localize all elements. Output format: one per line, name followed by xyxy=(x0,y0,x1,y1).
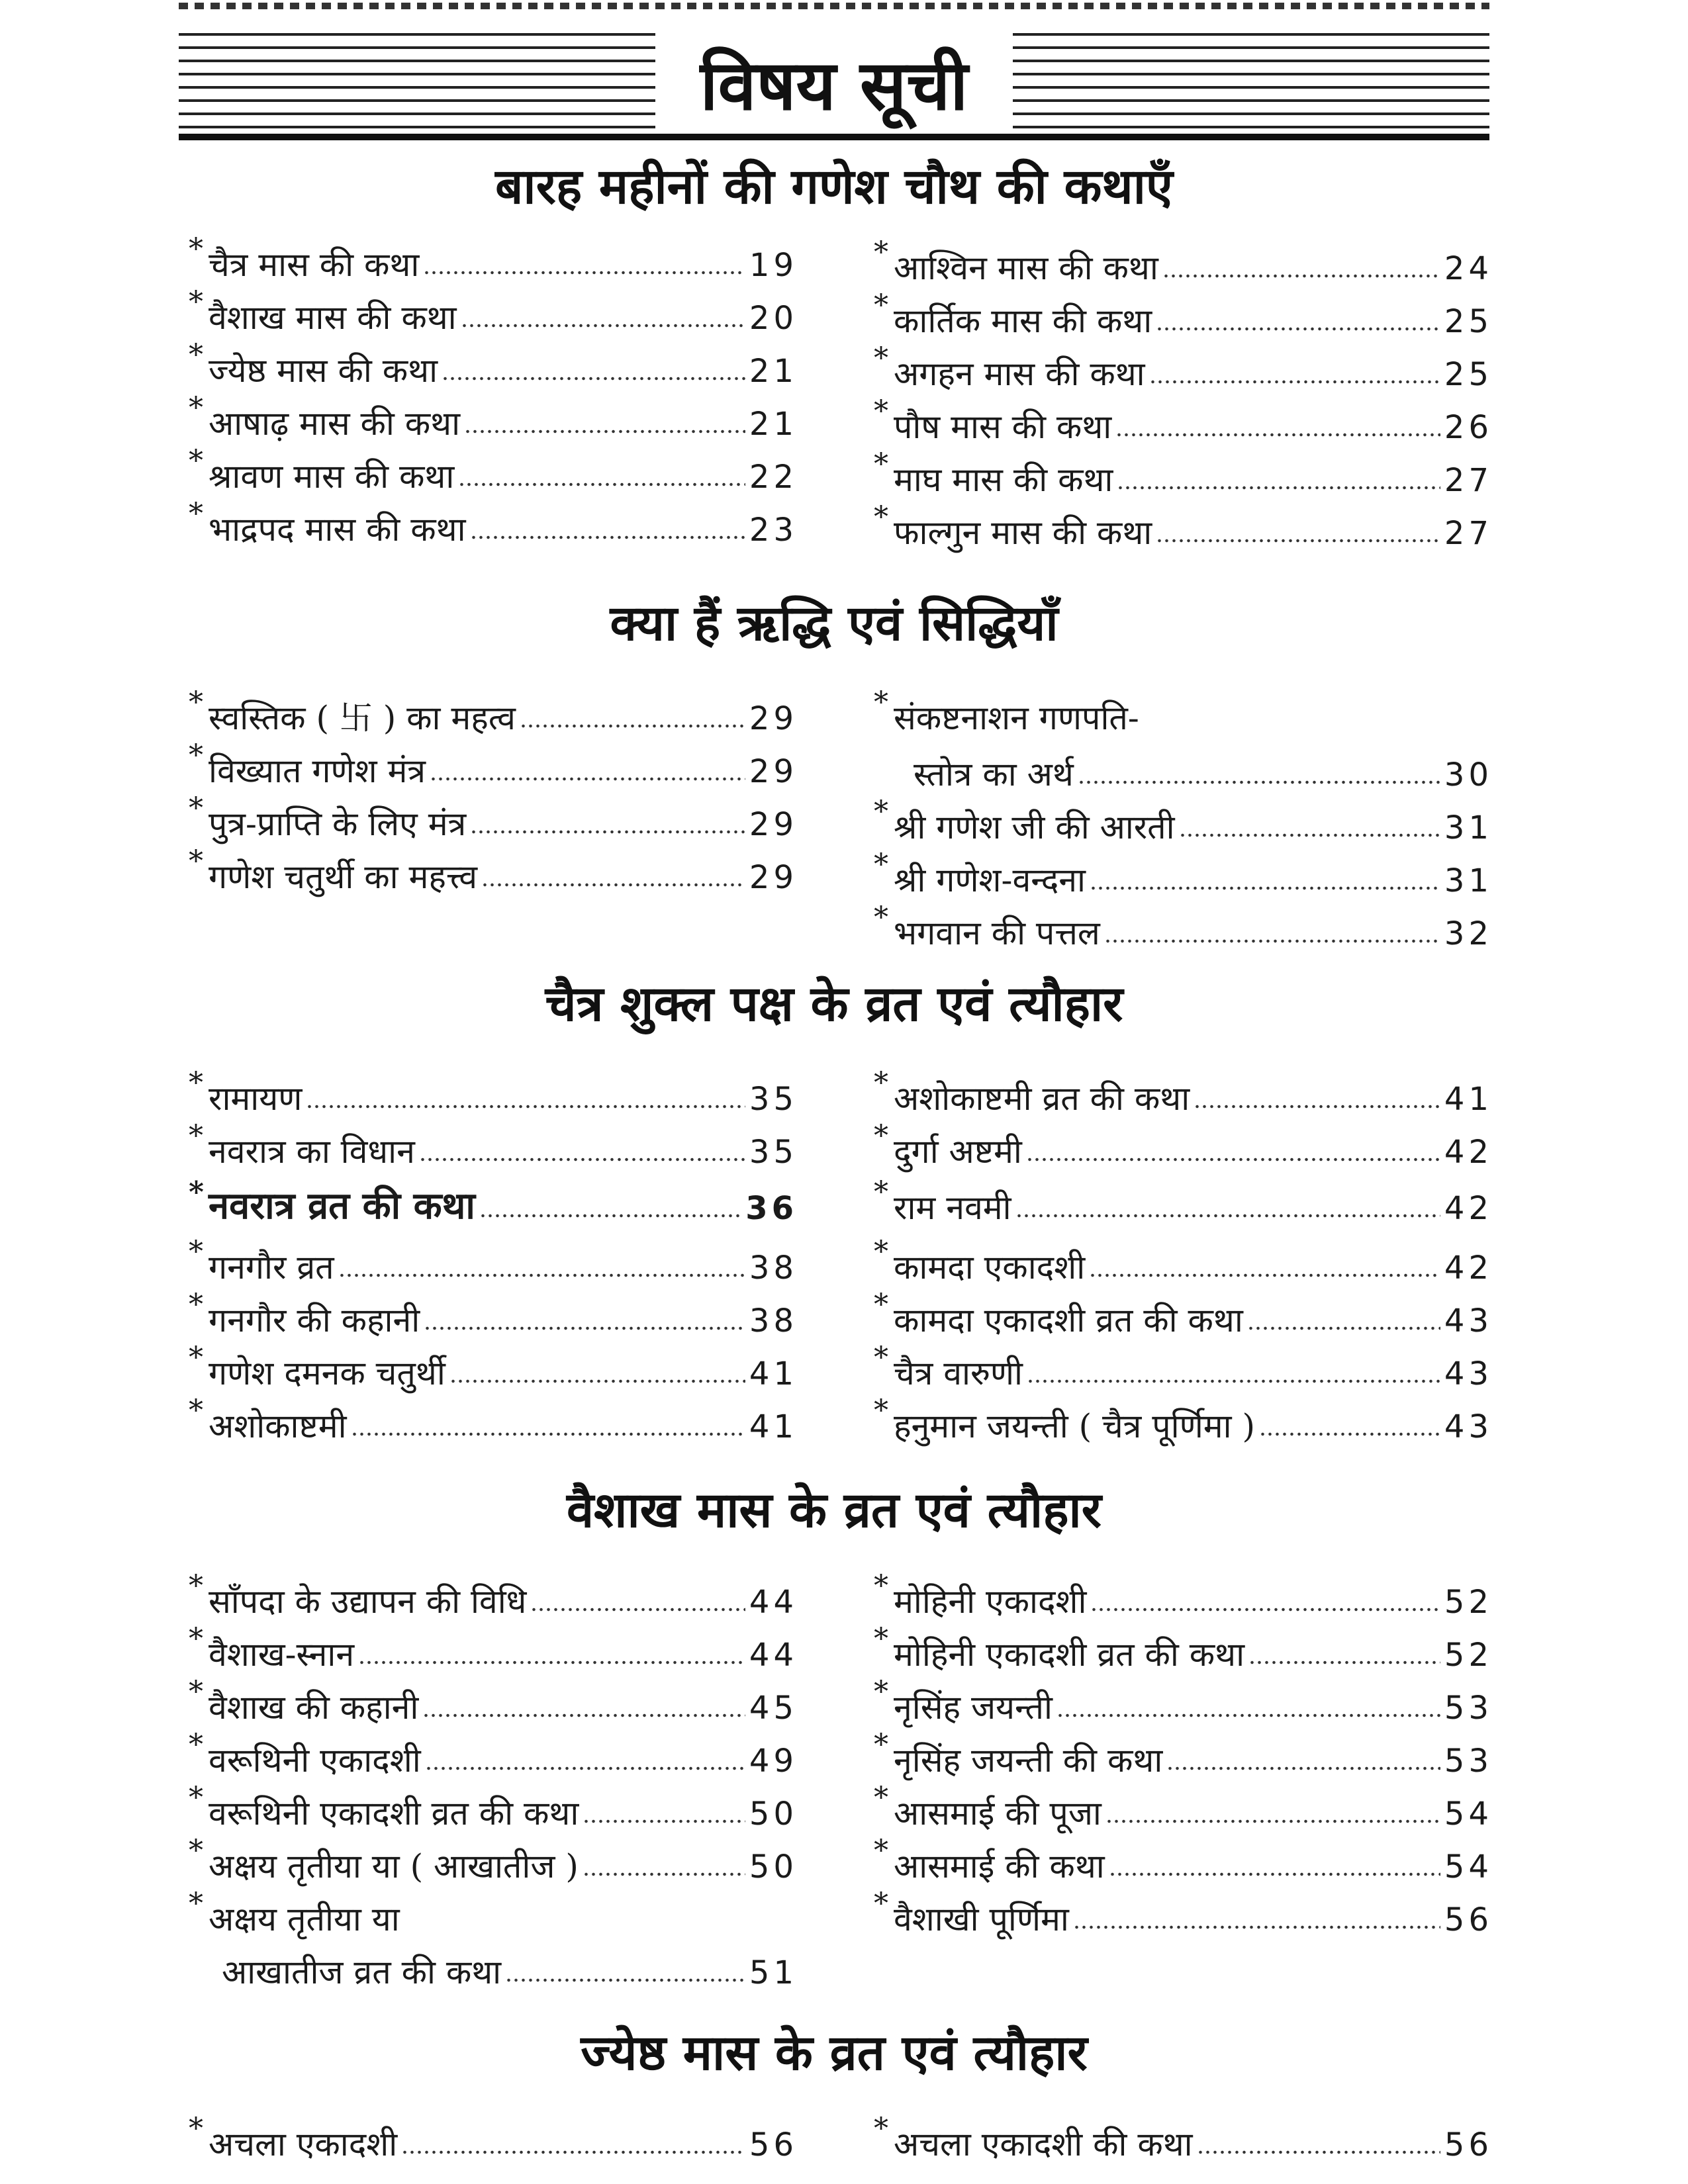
section-heading: ज्येष्ठ मास के व्रत एवं त्यौहार xyxy=(581,2025,1088,2081)
page-title: विषय सूची xyxy=(700,44,968,126)
toc-entry[interactable]: * आसमाई की पूजा 54 xyxy=(874,1781,1493,1833)
toc-entry[interactable]: * वरूथिनी एकादशी 49 xyxy=(189,1728,798,1780)
toc-entry[interactable]: * नृसिंह जयन्ती 53 xyxy=(874,1675,1493,1727)
toc-entry[interactable]: * वैशाख मास की कथा 20 xyxy=(189,285,798,337)
toc-entry[interactable]: * अक्षय तृतीया या xyxy=(189,1887,400,1938)
toc-entry[interactable]: * वरूथिनी एकादशी व्रत की कथा 50 xyxy=(189,1781,798,1833)
toc-entry[interactable]: * वैशाख-स्नान 44 xyxy=(189,1622,798,1674)
title-banner xyxy=(179,26,1489,139)
toc-entry[interactable]: * राम नवमी 42 xyxy=(874,1175,1493,1227)
toc-entry[interactable]: * नवरात्र व्रत की कथा 36 xyxy=(189,1175,798,1228)
toc-entry-continuation[interactable]: आखातीज व्रत की कथा 51 xyxy=(222,1953,798,1991)
toc-entry[interactable]: * नृसिंह जयन्ती की कथा 53 xyxy=(874,1728,1493,1780)
toc-entry[interactable]: * भगवान की पत्तल 32 xyxy=(874,901,1493,952)
toc-entry[interactable]: * अचला एकादशी की कथा 56 xyxy=(874,2112,1493,2163)
toc-entry[interactable]: * मोहिनी एकादशी 52 xyxy=(874,1569,1493,1621)
toc-entry[interactable]: * श्री गणेश-वन्दना 31 xyxy=(874,848,1493,899)
toc-entry[interactable]: * अचला एकादशी 56 xyxy=(189,2112,798,2163)
toc-entry[interactable]: * आषाढ़ मास की कथा 21 xyxy=(189,391,798,443)
toc-entry[interactable]: * फाल्गुन मास की कथा 27 xyxy=(874,500,1493,552)
section-heading: बारह महीनों की गणेश चौथ की कथाएँ xyxy=(495,158,1173,215)
toc-entry[interactable]: * अशोकाष्टमी व्रत की कथा 41 xyxy=(874,1066,1493,1118)
toc-entry[interactable]: * गणेश चतुर्थी का महत्त्व 29 xyxy=(189,844,798,896)
toc-entry[interactable]: * श्रावण मास की कथा 22 xyxy=(189,444,798,496)
toc-entry[interactable]: * कार्तिक मास की कथा 25 xyxy=(874,289,1493,340)
toc-entry[interactable]: * आसमाई की कथा 54 xyxy=(874,1834,1493,1886)
banner-lines-left xyxy=(179,33,655,132)
toc-entry[interactable]: * स्वस्तिक ( 卐 ) का महत्व 29 xyxy=(189,686,798,737)
toc-entry[interactable]: * नवरात्र का विधान 35 xyxy=(189,1119,798,1171)
toc-entry[interactable]: * वैशाख की कहानी 45 xyxy=(189,1675,798,1727)
toc-entry[interactable]: * ज्येष्ठ मास की कथा 21 xyxy=(189,338,798,390)
toc-entry[interactable]: * चैत्र मास की कथा 19 xyxy=(189,232,798,284)
toc-entry[interactable]: * वैशाखी पूर्णिमा 56 xyxy=(874,1887,1493,1938)
toc-entry[interactable]: * विख्यात गणेश मंत्र 29 xyxy=(189,739,798,790)
toc-entry[interactable]: * मोहिनी एकादशी व्रत की कथा 52 xyxy=(874,1622,1493,1674)
toc-entry[interactable]: * अक्षय तृतीया या ( आखातीज ) 50 xyxy=(189,1834,798,1886)
section-heading: वैशाख मास के व्रत एवं त्यौहार xyxy=(567,1482,1102,1539)
toc-entry[interactable]: * अगहन मास की कथा 25 xyxy=(874,341,1493,393)
section-heading: क्या हैं ऋद्धि एवं सिद्धियाँ xyxy=(610,595,1058,652)
toc-entry[interactable]: * श्री गणेश जी की आरती 31 xyxy=(874,795,1493,846)
toc-entry[interactable]: * पौष मास की कथा 26 xyxy=(874,394,1493,446)
toc-entry[interactable]: * साँपदा के उद्यापन की विधि 44 xyxy=(189,1569,798,1621)
toc-entry[interactable]: * भाद्रपद मास की कथा 23 xyxy=(189,497,798,549)
toc-entry[interactable]: * गणेश दमनक चतुर्थी 41 xyxy=(189,1341,798,1392)
banner-lines-right xyxy=(1013,33,1489,132)
toc-entry[interactable]: * कामदा एकादशी व्रत की कथा 43 xyxy=(874,1288,1493,1340)
toc-entry[interactable]: * चैत्र वारुणी 43 xyxy=(874,1341,1493,1392)
toc-entry[interactable]: * माघ मास की कथा 27 xyxy=(874,447,1493,499)
toc-entry[interactable]: * आश्विन मास की कथा 24 xyxy=(874,236,1493,287)
toc-entry[interactable]: * संकष्टनाशन गणपति- xyxy=(874,686,1139,737)
toc-entry-continuation[interactable]: स्तोत्र का अर्थ 30 xyxy=(914,755,1493,794)
toc-entry[interactable]: * दुर्गा अष्टमी 42 xyxy=(874,1119,1493,1171)
toc-entry[interactable]: * हनुमान जयन्ती ( चैत्र पूर्णिमा ) 43 xyxy=(874,1394,1493,1445)
toc-entry[interactable]: * पुत्र-प्राप्ति के लिए मंत्र 29 xyxy=(189,792,798,843)
toc-entry[interactable]: * रामायण 35 xyxy=(189,1066,798,1118)
top-dashed-border xyxy=(179,3,1489,9)
toc-entry[interactable]: * अशोकाष्टमी 41 xyxy=(189,1394,798,1445)
banner-bottom-rule xyxy=(179,134,1489,140)
toc-entry[interactable]: * गनगौर व्रत 38 xyxy=(189,1235,798,1287)
toc-entry[interactable]: * गनगौर की कहानी 38 xyxy=(189,1288,798,1340)
toc-entry[interactable]: * कामदा एकादशी 42 xyxy=(874,1235,1493,1287)
section-heading: चैत्र शुक्ल पक्ष के व्रत एवं त्यौहार xyxy=(545,976,1123,1032)
